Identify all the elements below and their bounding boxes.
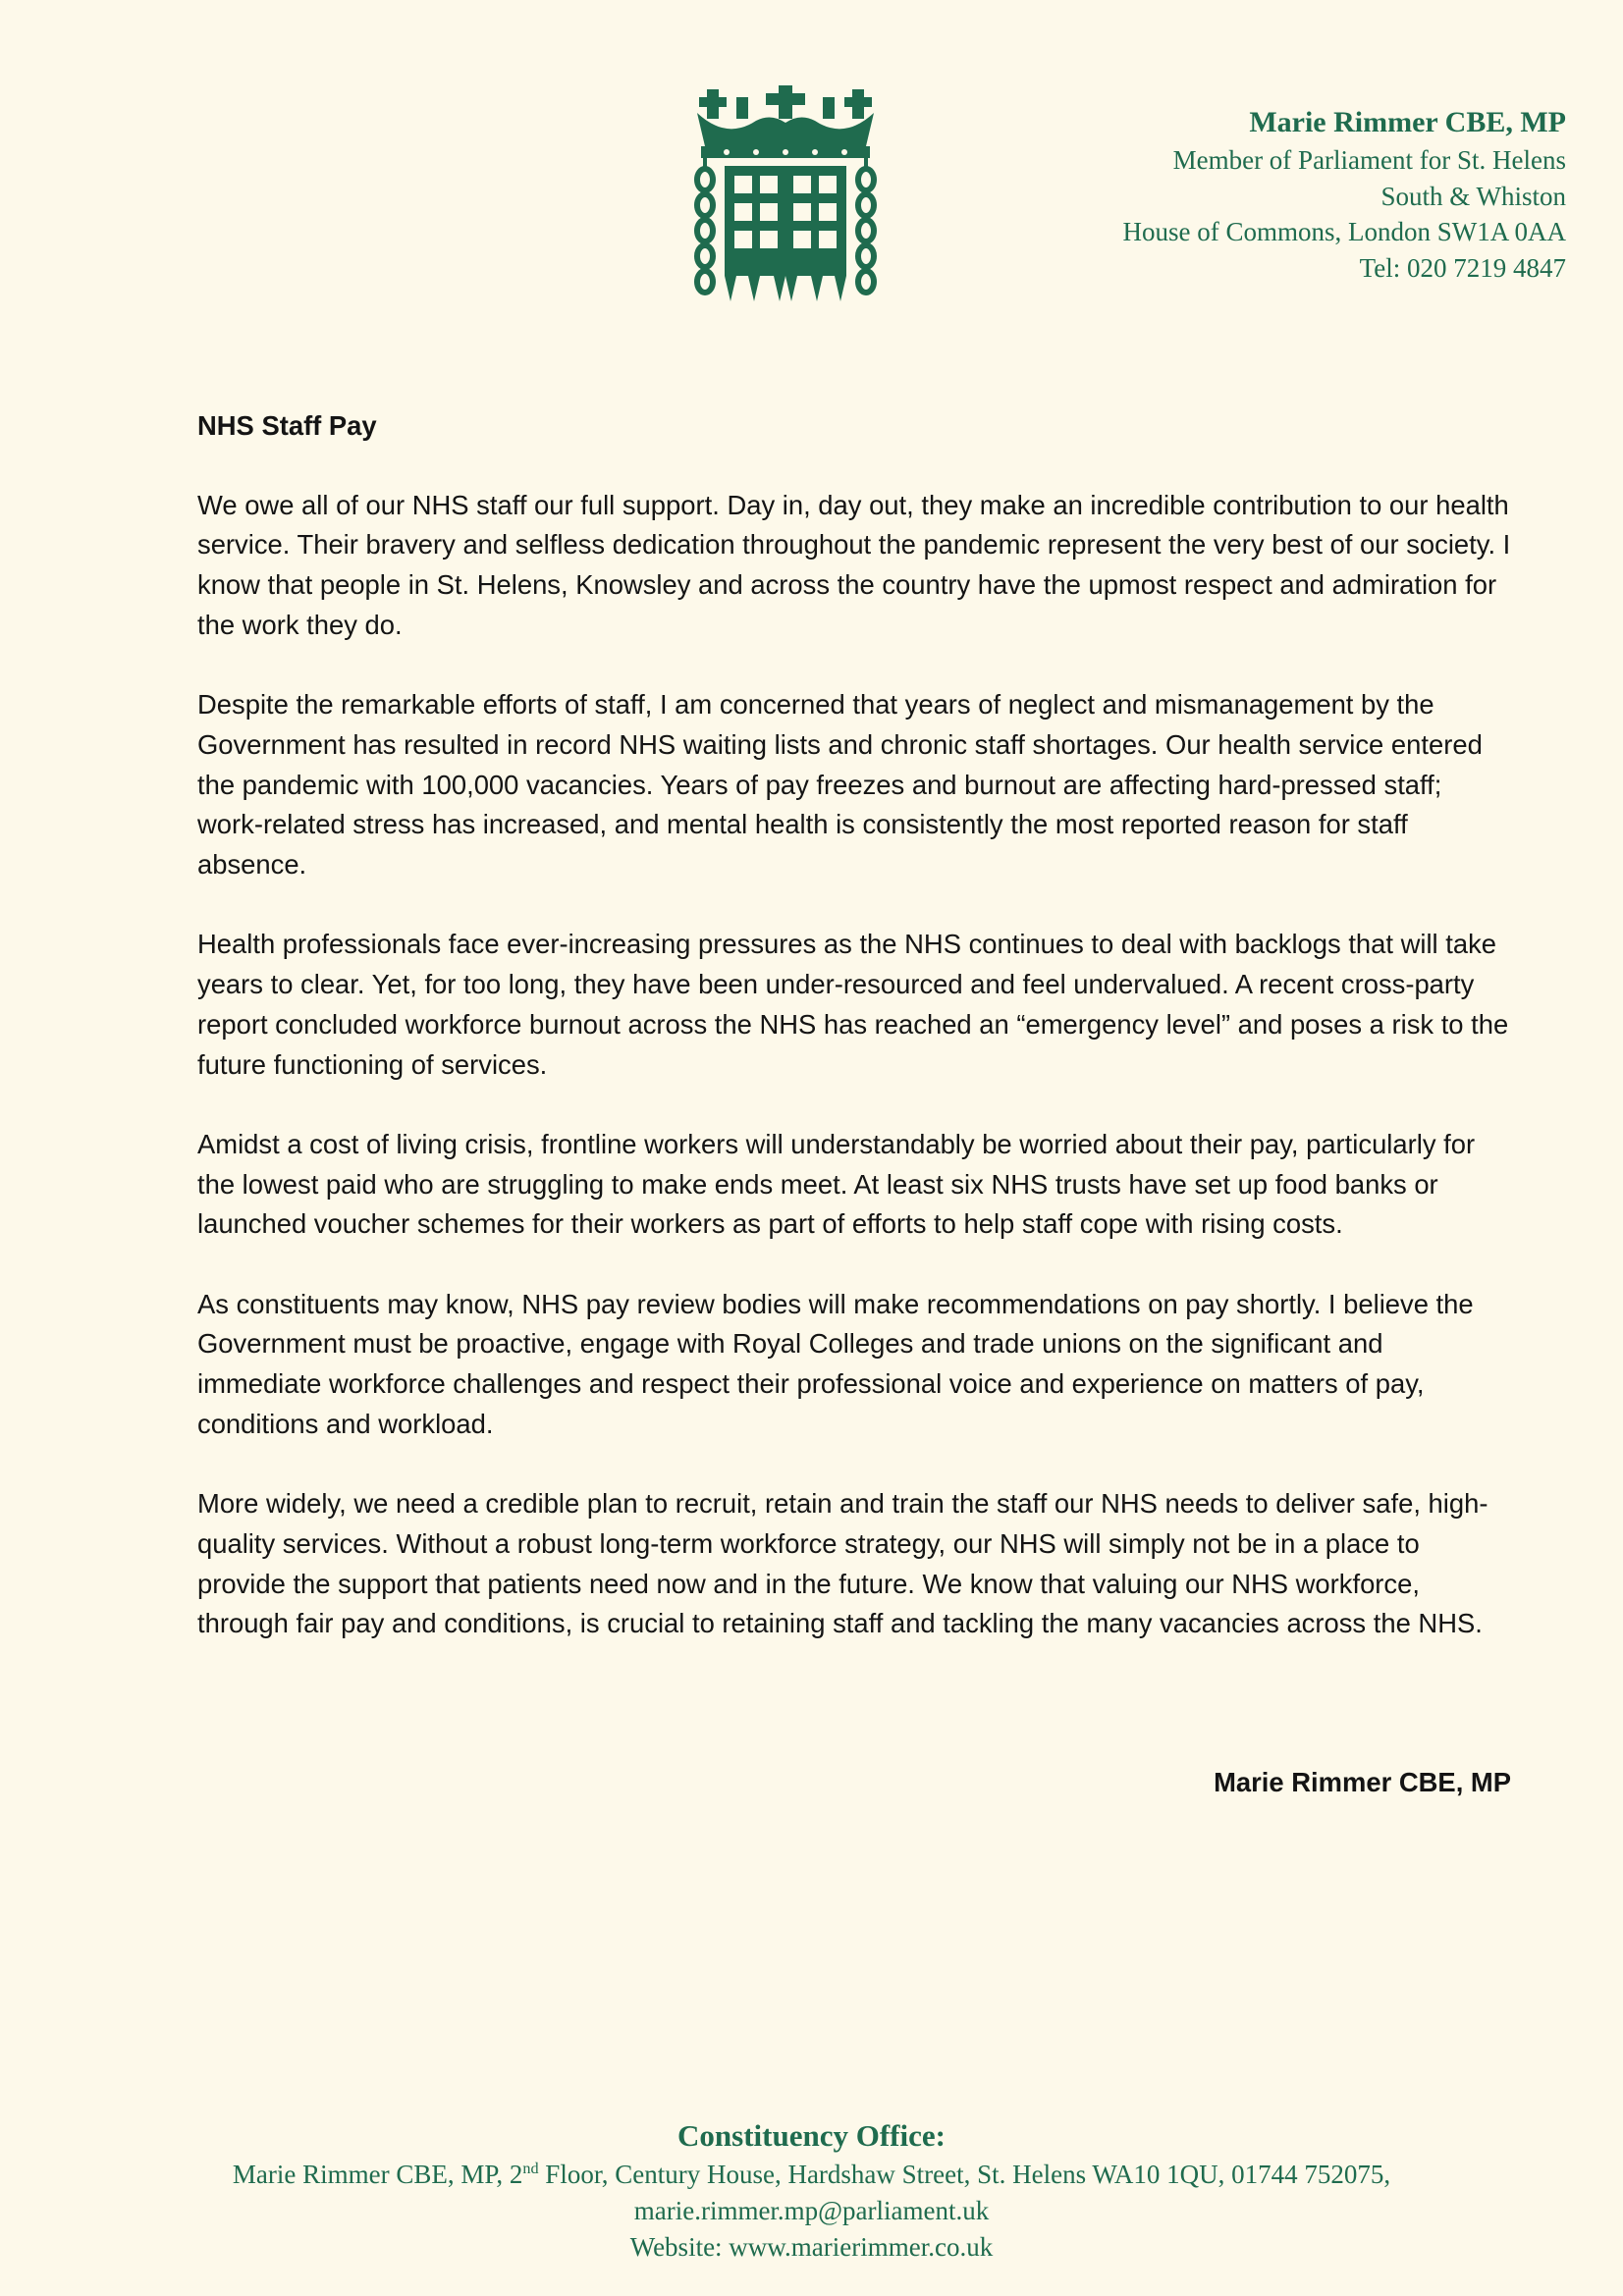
letter-title: NHS Staff Pay [197,410,377,441]
letterhead-line-4: Tel: 020 7219 4847 [1359,252,1566,283]
letterhead [1123,103,1567,286]
office-website[interactable]: Website: www.marierimmer.co.uk [629,2232,994,2262]
portcullis-icon [687,83,884,309]
address-part-1: Marie Rimmer CBE, MP, 2 [232,2160,523,2189]
office-address [0,2157,1623,2193]
address-superscript: nd [522,2160,539,2177]
paragraph-2: Despite the remarkable efforts of staff, I am concerned that years of neglect and mismanagement by the Government has resulted in record NHS waiting lists and chronic staff shortages. Our health service entered the pandemic with 100,000 vacancies. Years of pay freezes and burnout are affecting hard-pressed staff; work-related stress has increased, and mental health is consistently the most reported reason for staff absence. [197,689,1483,881]
paragraph-1: We owe all of our NHS staff our full support. Day in, day out, they make an incredible contribution to our health service. Their bravery and selfless dedication throughout the pandemic represent the very best of our society. I know that people in St. Helens, Knowsley and across the country have the upmost respect and admiration for the work they do. [197,489,1511,640]
signature: Marie Rimmer CBE, MP [1214,1767,1511,1797]
office-email[interactable]: marie.rimmer.mp@parliament.uk [633,2196,990,2225]
letterhead-line-3: House of Commons, London SW1A 0AA [1122,217,1566,246]
letterhead-name: Marie Rimmer CBE, MP [1249,106,1566,138]
constituency-office-title: Constituency Office: [677,2118,946,2153]
address-part-2: Floor, Century House, Hardshaw Street, St. Helens WA10 1QU, 01744 752075, [538,2160,1391,2189]
letter-body [197,406,1513,1684]
paragraph-4: Amidst a cost of living crisis, frontline workers will understandably be worried about their pay, particularly for the lowest paid who are struggling to make ends meet. At least six NHS trusts have set up food banks or launched voucher schemes for their workers as part of efforts to help staff cope with rising costs. [197,1128,1476,1240]
letterhead-line-2: South & Whiston [1380,181,1566,211]
footer [0,2115,1623,2266]
paragraph-3: Health professionals face ever-increasing pressures as the NHS continues to deal with backlogs that will take years to clear. Yet, for too long, they have been under-resourced and feel undervalued. A recent cross-party report concluded workforce burnout across the NHS has reached an “emergency level” and poses a risk to the future functioning of services. [197,929,1509,1080]
letterhead-line-1: Member of Parliament for St. Helens [1172,145,1566,175]
paragraph-6: More widely, we need a credible plan to recruit, retain and train the staff our NHS needs to deliver safe, high-quality services. Without a robust long-term workforce strategy, our NHS will simply not be in a place to provide the support that patients need now and in the future. We know that valuing our NHS workforce, through fair pay and conditions, is crucial to retaining staff and tackling the many vacancies across the NHS. [197,1488,1488,1639]
paragraph-5: As constituents may know, NHS pay review bodies will make recommendations on pay shortly. I believe the Government must be proactive, engage with Royal Colleges and trade unions on the significant and immediate workforce challenges and respect their professional voice and experience on matters of pay, conditions and workload. [197,1288,1474,1439]
